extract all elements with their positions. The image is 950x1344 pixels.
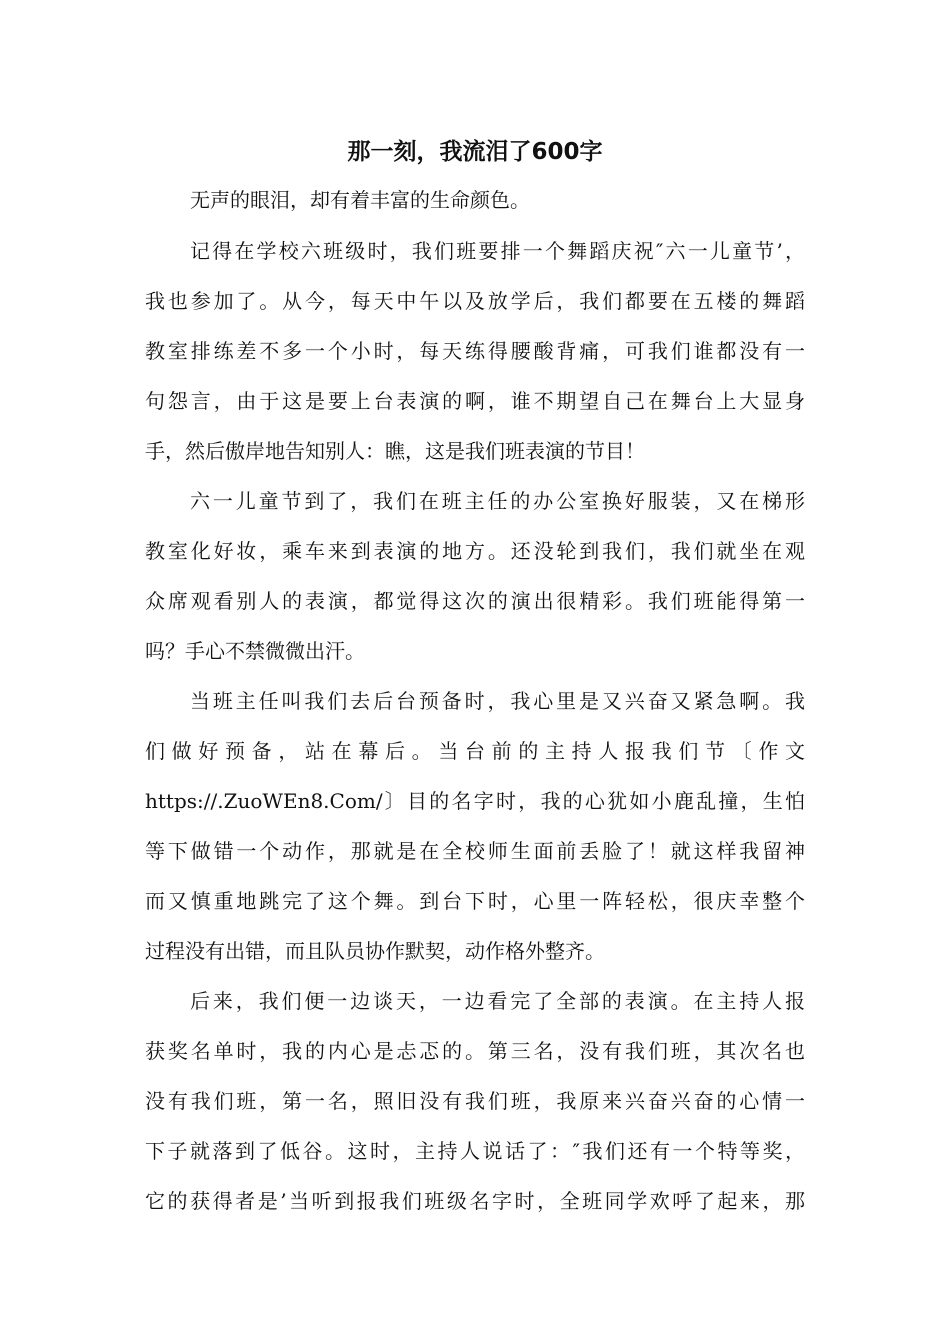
text-line: 后来，我们便一边谈天，一边看完了全部的表演。在主持人报 (190, 989, 805, 1013)
text-line: https://.ZuoWEn8.Com/〕目的名字时，我的心犹如小鹿乱撞，生怕 (145, 789, 805, 813)
text-line: 我也参加了。从今，每天中午以及放学后，我们都要在五楼的舞蹈 (145, 289, 805, 313)
text-line: 没有我们班，第一名，照旧没有我们班，我原来兴奋兴奋的心情一 (145, 1089, 805, 1113)
text-line: 记得在学校六班级时，我们班要排一个舞蹈庆祝″六一儿童节’， (190, 239, 805, 263)
text-line: 等下做错一个动作，那就是在全校师生面前丢脸了！就这样我留神 (145, 839, 805, 863)
text-line: 而又慎重地跳完了这个舞。到台下时，心里一阵轻松，很庆幸整个 (145, 889, 805, 913)
text-line: 无声的眼泪，却有着丰富的生命颜色。 (190, 188, 530, 212)
text-line: 下子就落到了低谷。这时，主持人说话了：″我们还有一个特等奖， (145, 1139, 805, 1163)
text-line: 手，然后傲岸地告知别人：瞧，这是我们班表演的节目！ (145, 439, 645, 463)
text-line: 吗？手心不禁微微出汗。 (145, 639, 365, 663)
text-line: 们做好预备，站在幕后。当台前的主持人报我们节〔作文 (145, 739, 805, 763)
text-line: 教室化好妆，乘车来到表演的地方。还没轮到我们，我们就坐在观 (145, 539, 805, 563)
text-line: 教室排练差不多一个小时，每天练得腰酸背痛，可我们谁都没有一 (145, 339, 805, 363)
text-line: 当班主任叫我们去后台预备时，我心里是又兴奋又紧急啊。我 (190, 689, 805, 713)
text-line: 获奖名单时，我的内心是忐忑的。第三名，没有我们班，其次名也 (145, 1039, 805, 1063)
text-line: 它的获得者是’当听到报我们班级名字时，全班同学欢呼了起来，那 (145, 1189, 805, 1213)
text-line: 句怨言，由于这是要上台表演的啊，谁不期望自己在舞台上大显身 (145, 389, 805, 413)
document-title: 那一刻，我流泪了600字 (347, 139, 603, 165)
text-line: 六一儿童节到了，我们在班主任的办公室换好服装，又在梯形 (190, 489, 805, 513)
text-line: 众席观看别人的表演，都觉得这次的演出很精彩。我们班能得第一 (145, 589, 805, 613)
text-line: 过程没有出错，而且队员协作默契，动作格外整齐。 (145, 939, 605, 963)
